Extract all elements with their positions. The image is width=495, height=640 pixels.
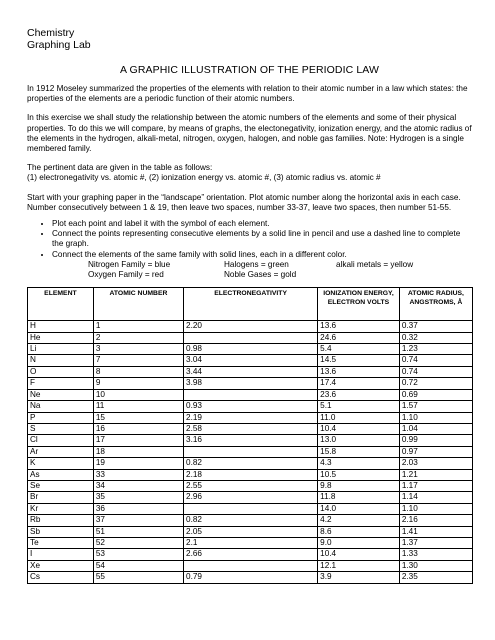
cell-ionization-energy: 14.5	[318, 355, 400, 366]
cell-atomic-number: 1	[93, 321, 183, 332]
table-row	[28, 503, 473, 514]
cell-atomic-number: 7	[93, 355, 183, 366]
table-row	[28, 446, 473, 457]
cell-ionization-energy: 11.0	[318, 412, 400, 423]
cell-electronegativity: 3.16	[184, 435, 318, 446]
cell-atomic-radius: 1.21	[399, 469, 472, 480]
cell-ionization-energy: 14.0	[318, 503, 400, 514]
cell-electronegativity: 3.04	[184, 355, 318, 366]
table-row	[28, 515, 473, 526]
cell-element: Se	[28, 480, 94, 491]
cell-electronegativity: 2.96	[184, 492, 318, 503]
instruction-list	[27, 219, 472, 260]
cell-atomic-number: 2	[93, 332, 183, 343]
cell-element: Ar	[28, 446, 94, 457]
cell-element: K	[28, 458, 94, 469]
halogen-color: Halogens = green	[224, 259, 289, 269]
cell-element: Te	[28, 537, 94, 548]
cell-atomic-radius: 1.57	[399, 401, 472, 412]
cell-element: Na	[28, 401, 94, 412]
col-atomic-number: ATOMIC NUMBER	[93, 288, 183, 321]
cell-atomic-number: 19	[93, 458, 183, 469]
data-description-line1: The pertinent data are given in the table as follows:	[27, 163, 213, 173]
data-description	[27, 163, 472, 183]
cell-atomic-radius: 0.97	[399, 446, 472, 457]
table-row	[28, 537, 473, 548]
cell-element: Br	[28, 492, 94, 503]
cell-atomic-radius: 1.04	[399, 423, 472, 434]
cell-ionization-energy: 13.6	[318, 321, 400, 332]
cell-element: H	[28, 321, 94, 332]
table-row	[28, 366, 473, 377]
cell-atomic-radius: 0.74	[399, 366, 472, 377]
cell-ionization-energy: 13.0	[318, 435, 400, 446]
cell-atomic-radius: 1.10	[399, 503, 472, 514]
cell-electronegativity	[184, 560, 318, 571]
cell-electronegativity: 2.05	[184, 526, 318, 537]
instruction-item: • Connect the points representing consecutive elements by a solid line in pencil and use a dashed line to complete the graph.	[52, 229, 472, 249]
table-row	[28, 423, 473, 434]
cell-element: Cs	[28, 572, 94, 583]
cell-atomic-radius: 0.69	[399, 389, 472, 400]
cell-electronegativity: 3.44	[184, 366, 318, 377]
cell-element: He	[28, 332, 94, 343]
graphing-instructions: Start with your graphing paper in the “landscape” orientation. Plot atomic number along the horizontal axis in each case. Number consecutively between 1 & 19, then leave two spaces, number 33-37, leave two spaces, then number 51-55.	[27, 192, 461, 212]
cell-atomic-number: 51	[93, 526, 183, 537]
cell-atomic-number: 54	[93, 560, 183, 571]
table-row	[28, 412, 473, 423]
cell-atomic-number: 36	[93, 503, 183, 514]
cell-electronegativity	[184, 446, 318, 457]
cell-element: P	[28, 412, 94, 423]
cell-atomic-radius: 1.14	[399, 492, 472, 503]
cell-ionization-energy: 17.4	[318, 378, 400, 389]
cell-element: S	[28, 423, 94, 434]
cell-ionization-energy: 15.8	[318, 446, 400, 457]
cell-element: Li	[28, 344, 94, 355]
cell-atomic-number: 53	[93, 549, 183, 560]
cell-atomic-radius: 2.16	[399, 515, 472, 526]
cell-atomic-number: 8	[93, 366, 183, 377]
table-header-row	[28, 288, 473, 321]
table-row	[28, 458, 473, 469]
cell-atomic-number: 33	[93, 469, 183, 480]
table-row	[28, 526, 473, 537]
cell-element: Rb	[28, 515, 94, 526]
cell-ionization-energy: 8.6	[318, 526, 400, 537]
cell-element: Cl	[28, 435, 94, 446]
cell-atomic-radius: 1.33	[399, 549, 472, 560]
cell-atomic-number: 18	[93, 446, 183, 457]
lab-name: Graphing Lab	[27, 39, 91, 51]
cell-atomic-radius: 1.37	[399, 537, 472, 548]
cell-atomic-number: 35	[93, 492, 183, 503]
intro-paragraph: In 1912 Moseley summarized the properties of the elements with relation to their atomic number in a law which states: the properties of the elements are a periodic function of their atomic numbers.	[27, 84, 468, 104]
instruction-item: • Plot each point and label it with the symbol of each element.	[52, 219, 472, 229]
nitrogen-color: Nitrogen Family = blue	[88, 259, 171, 269]
cell-atomic-radius: 0.99	[399, 435, 472, 446]
table-row	[28, 549, 473, 560]
instruction-item: • Connect the elements of the same family with solid lines, each in a different color.	[52, 250, 472, 260]
cell-element: Ne	[28, 389, 94, 400]
cell-atomic-radius: 1.41	[399, 526, 472, 537]
col-atomic-radius: ATOMIC RADIUS, ANGSTROMS, Å	[399, 288, 472, 321]
exercise-paragraph: In this exercise we shall study the relationship between the atomic numbers of the elements and some of their physical properties. To do this we will compare, by means of graphs, the electonegativity, ionization energy, and the atomic radius of the elements in the hydrogen, alkali-metal, nitrogen, oxygen, halogen, and noble gas families. Note: Hydrogen is a single membered family.	[27, 113, 472, 154]
page-title: A GRAPHIC ILLUSTRATION OF THE PERIODIC LAW	[120, 64, 379, 76]
cell-element: Sb	[28, 526, 94, 537]
cell-element: N	[28, 355, 94, 366]
cell-atomic-number: 11	[93, 401, 183, 412]
cell-atomic-radius: 2.03	[399, 458, 472, 469]
cell-atomic-number: 17	[93, 435, 183, 446]
cell-electronegativity: 2.1	[184, 537, 318, 548]
data-description-line2: (1) electronegativity vs. atomic #, (2) ionization energy vs. atomic #, (3) atomic radius vs. atomic #	[27, 173, 381, 183]
cell-electronegativity: 0.82	[184, 515, 318, 526]
table-row	[28, 344, 473, 355]
cell-atomic-number: 34	[93, 480, 183, 491]
cell-ionization-energy: 4.3	[318, 458, 400, 469]
cell-atomic-radius: 0.32	[399, 332, 472, 343]
cell-electronegativity: 3.98	[184, 378, 318, 389]
noble-color: Noble Gases = gold	[224, 270, 297, 280]
col-electronegativity: ELECTRONEGATIVITY	[184, 288, 318, 321]
cell-atomic-number: 15	[93, 412, 183, 423]
cell-electronegativity: 2.18	[184, 469, 318, 480]
cell-electronegativity: 0.79	[184, 572, 318, 583]
cell-ionization-energy: 23.6	[318, 389, 400, 400]
cell-electronegativity	[184, 332, 318, 343]
col-element: ELEMENT	[28, 288, 94, 321]
cell-atomic-number: 52	[93, 537, 183, 548]
table-row	[28, 378, 473, 389]
table-row	[28, 332, 473, 343]
cell-atomic-number: 3	[93, 344, 183, 355]
cell-element: O	[28, 366, 94, 377]
cell-atomic-radius: 1.30	[399, 560, 472, 571]
cell-atomic-number: 10	[93, 389, 183, 400]
cell-ionization-energy: 5.1	[318, 401, 400, 412]
cell-atomic-number: 37	[93, 515, 183, 526]
cell-electronegativity: 2.20	[184, 321, 318, 332]
cell-ionization-energy: 24.6	[318, 332, 400, 343]
cell-electronegativity: 0.82	[184, 458, 318, 469]
cell-ionization-energy: 10.4	[318, 549, 400, 560]
cell-ionization-energy: 12.1	[318, 560, 400, 571]
cell-electronegativity: 0.93	[184, 401, 318, 412]
cell-atomic-radius: 0.74	[399, 355, 472, 366]
table-row	[28, 492, 473, 503]
cell-atomic-radius: 1.23	[399, 344, 472, 355]
cell-electronegativity: 2.58	[184, 423, 318, 434]
table-row	[28, 355, 473, 366]
cell-ionization-energy: 13.6	[318, 366, 400, 377]
table-row	[28, 321, 473, 332]
cell-electronegativity: 2.55	[184, 480, 318, 491]
table-row	[28, 469, 473, 480]
cell-ionization-energy: 5.4	[318, 344, 400, 355]
element-data-table	[27, 287, 473, 583]
cell-element: F	[28, 378, 94, 389]
alkali-color: alkali metals = yellow	[336, 259, 414, 269]
family-color-legend	[27, 260, 472, 280]
table-row	[28, 435, 473, 446]
cell-ionization-energy: 10.5	[318, 469, 400, 480]
cell-atomic-radius: 1.17	[399, 480, 472, 491]
cell-ionization-energy: 10.4	[318, 423, 400, 434]
cell-electronegativity	[184, 503, 318, 514]
cell-element: Xe	[28, 560, 94, 571]
cell-atomic-number: 55	[93, 572, 183, 583]
table-row	[28, 389, 473, 400]
cell-electronegativity: 0.98	[184, 344, 318, 355]
cell-atomic-radius: 0.72	[399, 378, 472, 389]
oxygen-color: Oxygen Family = red	[88, 270, 164, 280]
table-row	[28, 401, 473, 412]
cell-electronegativity: 2.66	[184, 549, 318, 560]
cell-ionization-energy: 9.8	[318, 480, 400, 491]
cell-atomic-number: 16	[93, 423, 183, 434]
course-name: Chemistry	[27, 27, 75, 39]
worksheet-page	[27, 27, 472, 584]
cell-element: I	[28, 549, 94, 560]
cell-electronegativity	[184, 389, 318, 400]
cell-ionization-energy: 9.0	[318, 537, 400, 548]
cell-ionization-energy: 4.2	[318, 515, 400, 526]
cell-element: Kr	[28, 503, 94, 514]
table-row	[28, 572, 473, 583]
cell-atomic-radius: 2.35	[399, 572, 472, 583]
cell-atomic-radius: 0.37	[399, 321, 472, 332]
cell-ionization-energy: 11.8	[318, 492, 400, 503]
cell-element: As	[28, 469, 94, 480]
cell-ionization-energy: 3.9	[318, 572, 400, 583]
col-ionization-energy: IONIZATION ENERGY, ELECTRON VOLTS	[318, 288, 400, 321]
table-row	[28, 560, 473, 571]
table-row	[28, 480, 473, 491]
cell-atomic-number: 9	[93, 378, 183, 389]
cell-electronegativity: 2.19	[184, 412, 318, 423]
table-body	[28, 321, 473, 583]
cell-atomic-radius: 1.10	[399, 412, 472, 423]
